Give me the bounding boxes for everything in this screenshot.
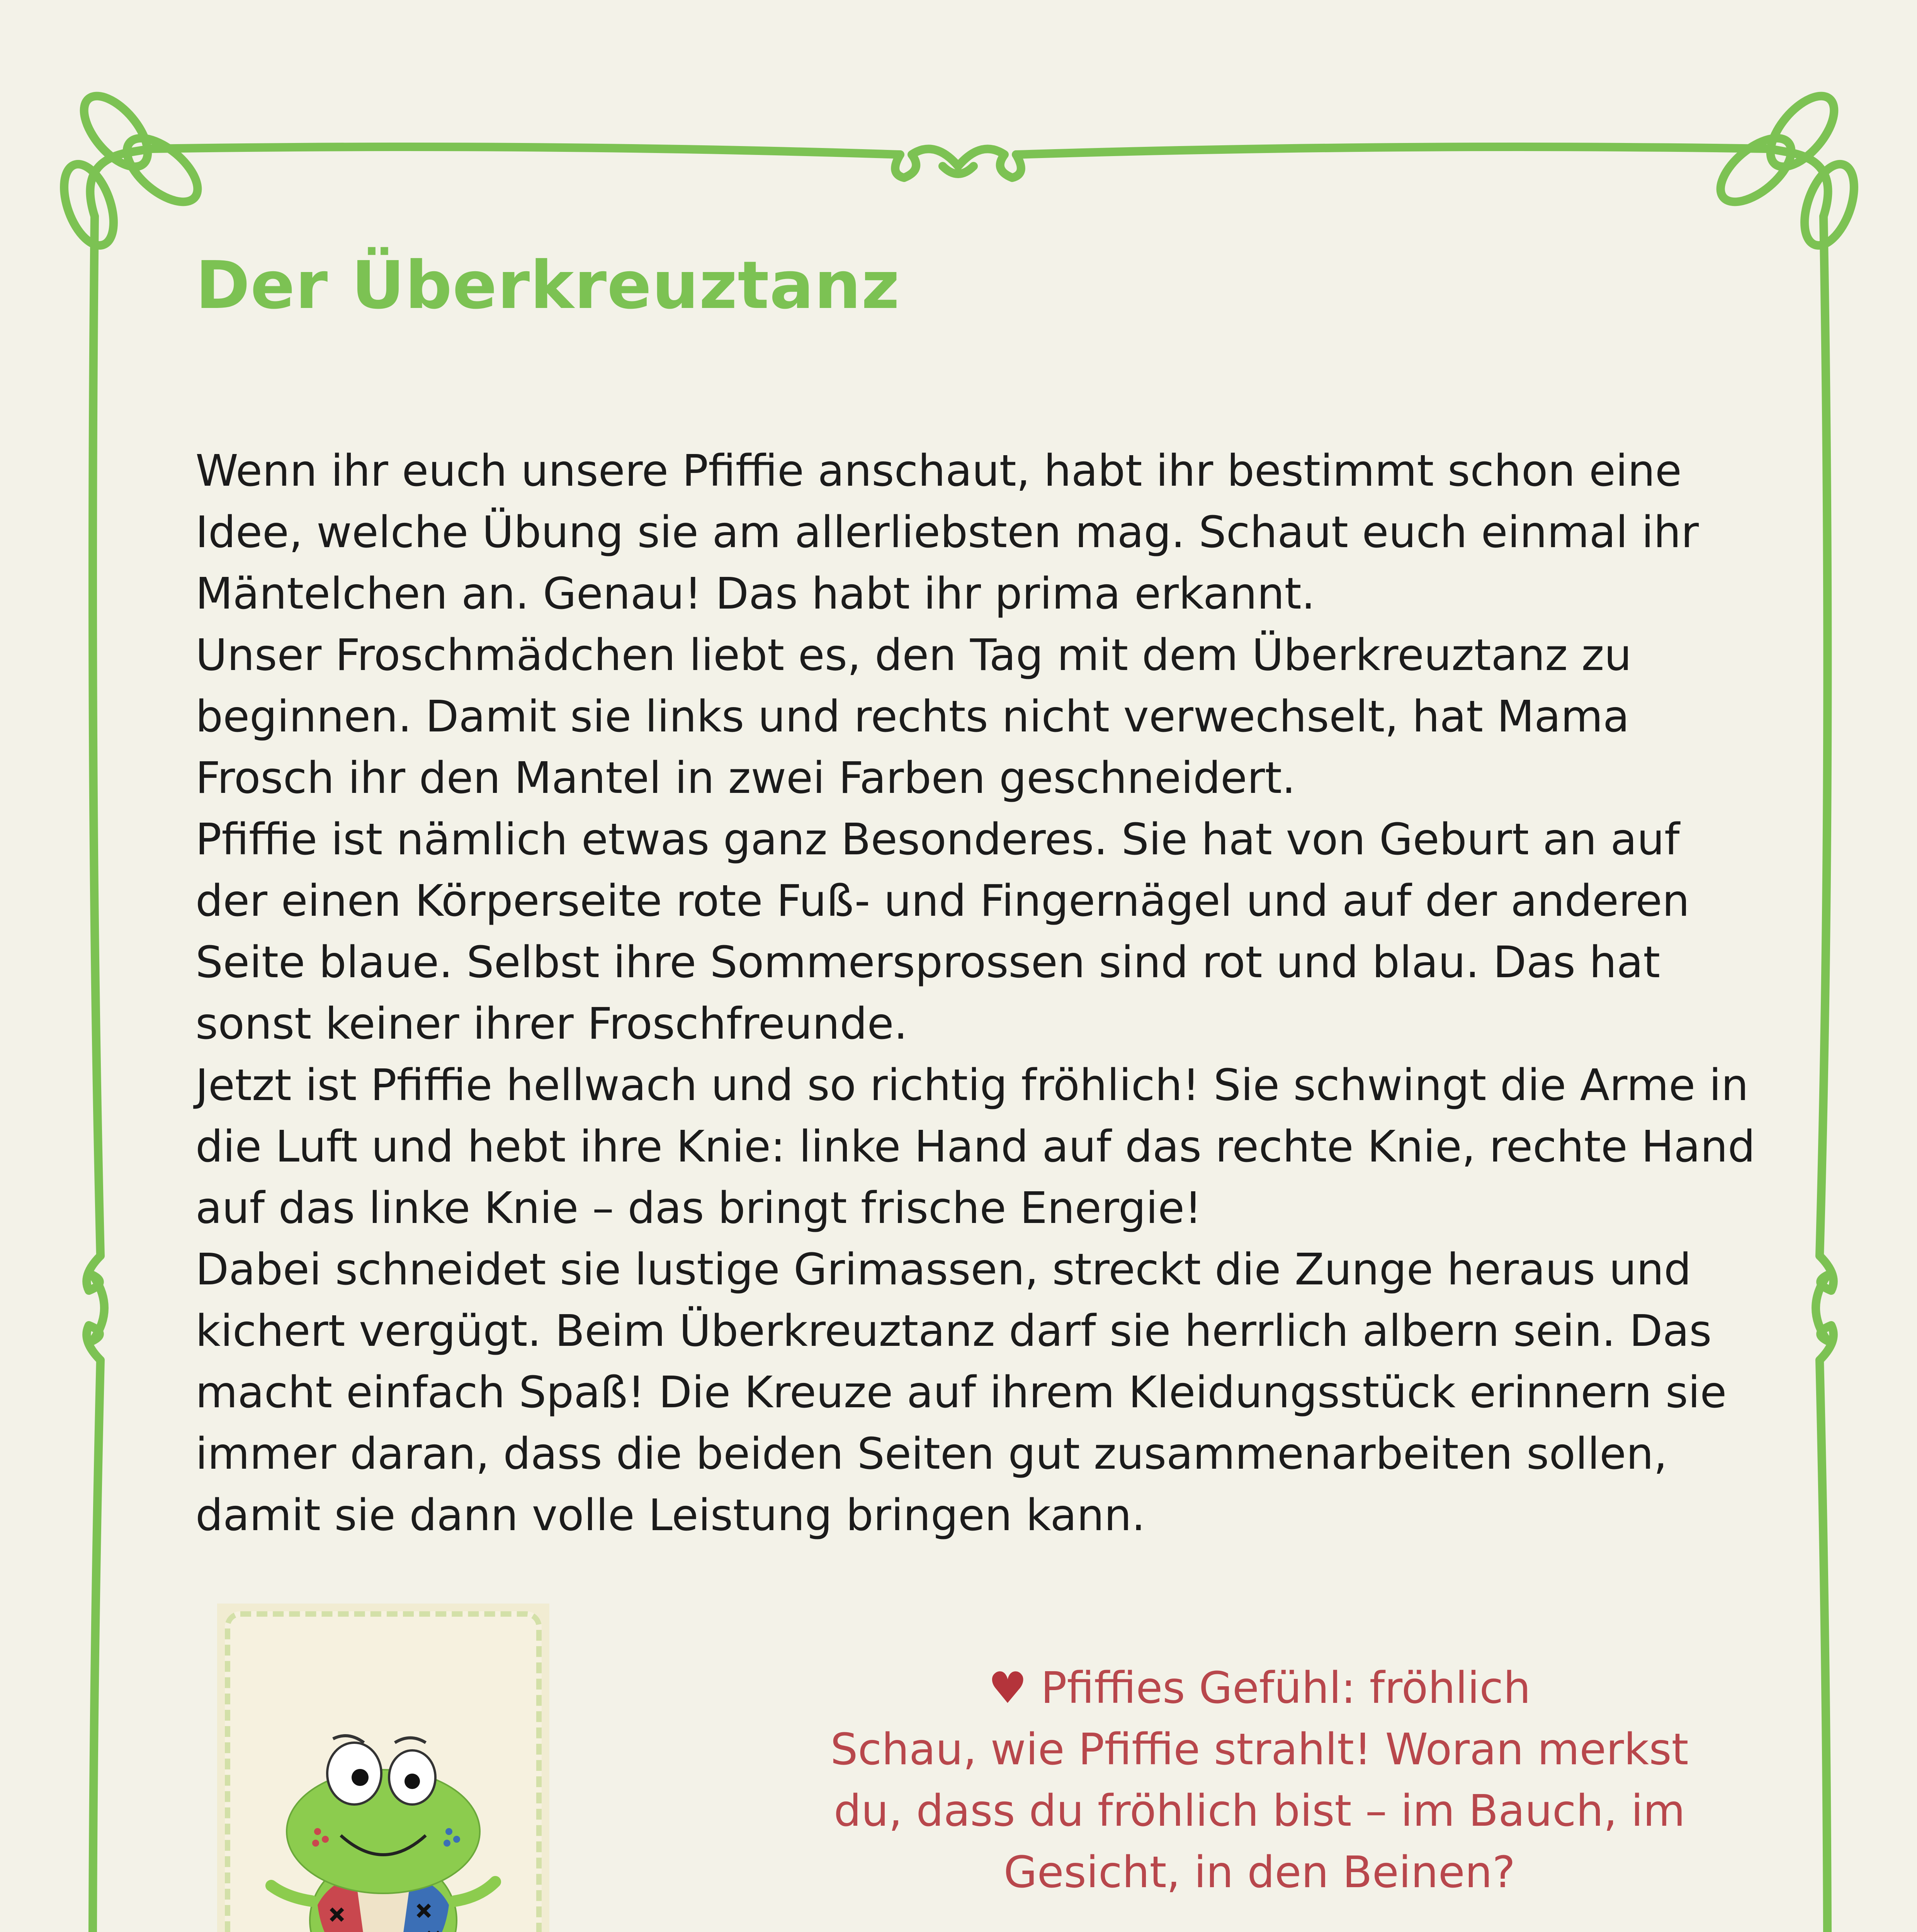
happy-frog-card	[217, 1604, 549, 1932]
paragraph: Dabei schneidet sie lustige Grimassen, streckt die Zunge heraus und kichert vergügt. Beim Überkreuztanz darf sie herrlich albern sein. Das macht einfach Spaß! Die Kreuze auf ihrem Kleidungsstück erinnern sie immer daran, dass die beiden Seiten gut zusammenarbeiten sollen, damit sie dann volle Leistung bringen kann.	[195, 1245, 1727, 1541]
heart-icon: ♥	[988, 1663, 1027, 1713]
story-text	[195, 440, 1760, 1546]
paragraph: Jetzt ist Pfiffie hellwach und so richtig fröhlich! Sie schwingt die Arme in die Luft und hebt ihre Knie: linke Hand auf das rechte Knie, rechte Hand auf das linke Knie – das bringt frische Energie!	[195, 1060, 1756, 1233]
paragraph: Unser Froschmädchen liebt es, den Tag mit dem Überkreuztanz zu beginnen. Damit sie links und rechts nicht verwechselt, hat Mama Frosch ihr den Mantel in zwei Farben geschneidert.	[195, 630, 1632, 803]
feeling-text: Schau, wie Pfiffie strahlt! Woran merkst du, dass du fröhlich bist – im Bauch, im Gesicht, in den Beinen?	[830, 1725, 1689, 1898]
page-title: Der Überkreuztanz	[195, 247, 900, 324]
feeling-block-happy	[796, 1658, 1723, 1903]
paragraph: Pfiffie ist nämlich etwas ganz Besonderes. Sie hat von Geburt an auf der einen Körperseite rote Fuß- und Fingernägel und auf der anderen Seite blaue. Selbst ihre Sommersprossen sind rot und blau. Das hat sonst keiner ihrer Froschfreunde.	[195, 815, 1690, 1049]
paragraph: Wenn ihr euch unsere Pfiffie anschaut, habt ihr bestimmt schon eine Idee, welche Übung sie am allerliebsten mag. Schaut euch einmal ihr Mäntelchen an. Genau! Das habt ihr prima erkannt.	[195, 446, 1699, 619]
feeling-heading: ♥ Pfiffies Gefühl: fröhlich	[988, 1663, 1531, 1713]
happy-frog-illustration	[217, 1604, 549, 1932]
